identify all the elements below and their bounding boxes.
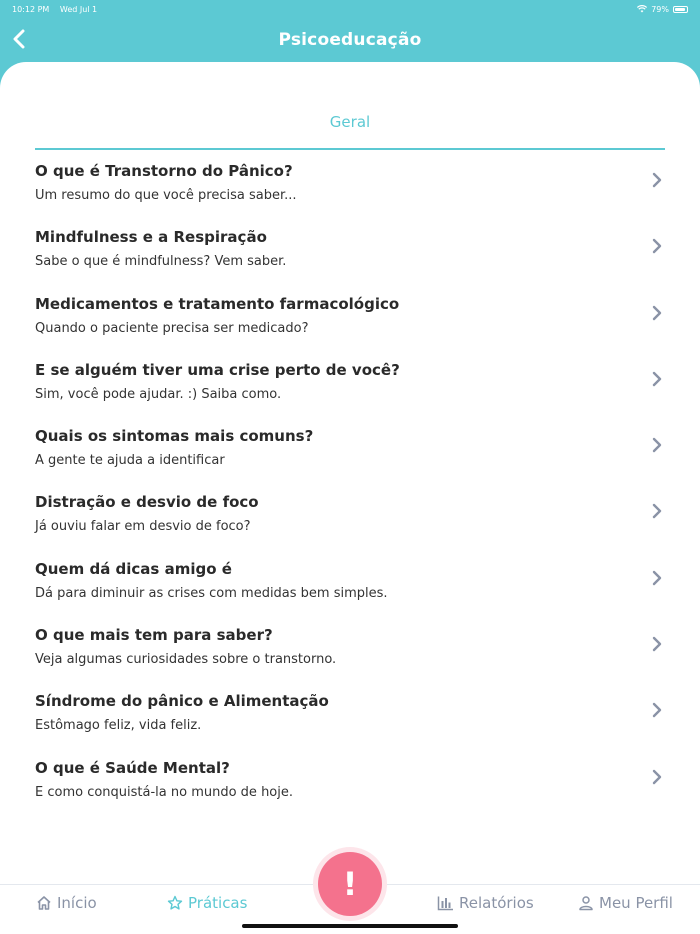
item-title: O que mais tem para saber? [35, 626, 273, 645]
item-title: Síndrome do pânico e Alimentação [35, 692, 329, 711]
battery-percent: 79% [651, 4, 669, 14]
list-item[interactable] [0, 423, 700, 489]
item-title: O que é Transtorno do Pânico? [35, 162, 293, 180]
topic-list [0, 158, 700, 821]
list-item[interactable] [0, 291, 700, 357]
tab-reports-label: Relatórios [459, 894, 534, 912]
list-item[interactable] [0, 224, 700, 290]
item-subtitle: Dá para diminuir as crises com medidas bem simples. [35, 585, 388, 601]
chevron-right-icon [650, 702, 664, 718]
list-item[interactable] [0, 489, 700, 555]
nav-header [0, 18, 700, 62]
tab-practices[interactable] [167, 894, 247, 912]
item-subtitle: Sim, você pode ajudar. :) Saiba como. [35, 386, 282, 402]
item-subtitle: Já ouviu falar em desvio de foco? [35, 519, 251, 535]
item-title: Quem dá dicas amigo é [35, 559, 232, 578]
item-subtitle: Veja algumas curiosidades sobre o transtorno. [35, 652, 337, 668]
list-item[interactable] [0, 755, 700, 821]
sos-button[interactable] [318, 852, 382, 916]
list-item[interactable] [0, 158, 700, 224]
home-indicator [242, 924, 458, 928]
content-sheet [0, 62, 700, 934]
chevron-right-icon [650, 570, 664, 586]
page-title: Psicoeducação [278, 30, 422, 50]
tab-home[interactable] [36, 894, 97, 912]
tab-profile-label: Meu Perfil [599, 894, 673, 912]
home-icon [36, 895, 52, 911]
status-bar [0, 0, 700, 18]
item-title: E se alguém tiver uma crise perto de você? [35, 360, 400, 379]
list-item[interactable] [0, 556, 700, 622]
status-date: Wed Jul 1 [59, 4, 98, 14]
item-subtitle: A gente te ajuda a identificar [35, 453, 225, 469]
chevron-right-icon [650, 371, 664, 387]
tab-profile[interactable] [578, 894, 673, 912]
tab-reports[interactable] [437, 894, 534, 912]
item-title: Quais os sintomas mais comuns? [35, 427, 314, 446]
chevron-right-icon [650, 437, 664, 453]
battery-icon [673, 6, 688, 13]
status-time: 10:12 PM [12, 4, 50, 14]
user-icon [578, 895, 594, 911]
back-button[interactable] [8, 24, 30, 54]
chevron-right-icon [650, 305, 664, 321]
item-subtitle: Um resumo do que você precisa saber... [35, 188, 297, 203]
chevron-left-icon [12, 29, 26, 49]
list-item[interactable] [0, 688, 700, 754]
section-divider [35, 148, 665, 150]
chevron-right-icon [650, 769, 664, 785]
bar-chart-icon [437, 895, 454, 911]
item-subtitle: Estômago feliz, vida feliz. [35, 718, 202, 734]
item-title: Distração e desvio de foco [35, 493, 259, 512]
item-subtitle: E como conquistá-la no mundo de hoje. [35, 784, 294, 800]
tab-practices-label: Práticas [188, 894, 248, 912]
chevron-right-icon [650, 503, 664, 519]
item-subtitle: Quando o paciente precisa ser medicado? [35, 320, 309, 336]
chevron-right-icon [650, 172, 664, 188]
item-title: Medicamentos e tratamento farmacológico [35, 294, 400, 313]
sos-exclamation-icon: ! [342, 865, 358, 903]
wifi-icon [637, 5, 647, 13]
tab-home-label: Início [57, 894, 97, 912]
chevron-right-icon [650, 238, 664, 254]
chevron-right-icon [650, 636, 664, 652]
list-item[interactable] [0, 357, 700, 423]
item-title: Mindfulness e a Respiração [35, 228, 267, 247]
item-subtitle: Sabe o que é mindfulness? Vem saber. [35, 254, 287, 270]
list-item[interactable] [0, 622, 700, 688]
star-icon [167, 895, 183, 911]
item-title: O que é Saúde Mental? [35, 758, 230, 777]
section-title: Geral [329, 113, 371, 131]
